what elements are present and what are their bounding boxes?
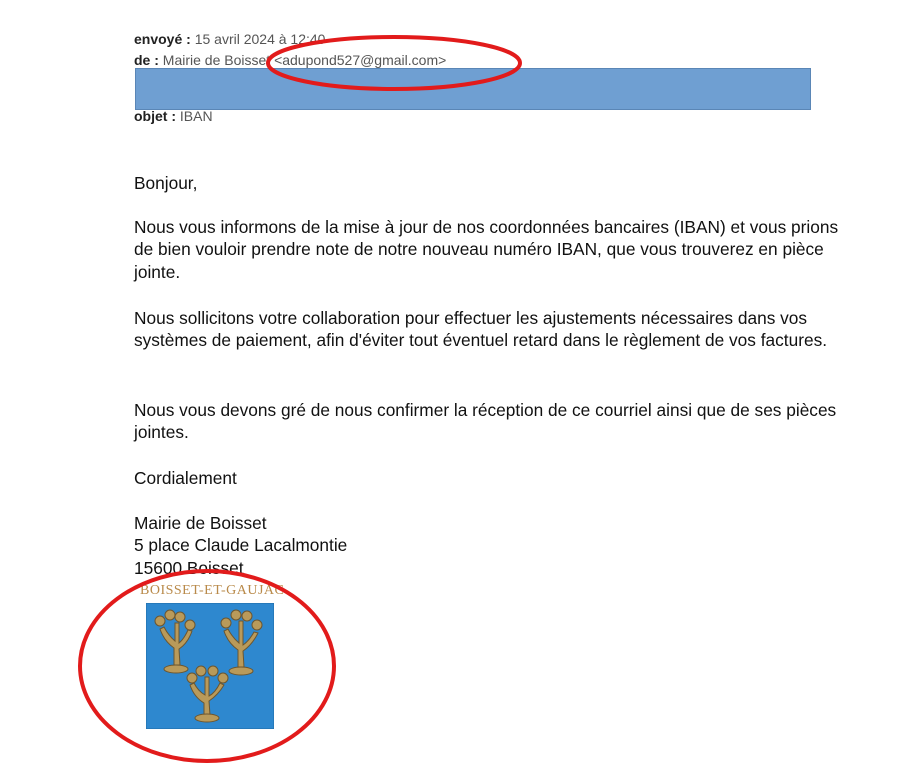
- signature-name: Mairie de Boisset: [134, 513, 267, 533]
- sent-label: envoyé :: [134, 31, 191, 47]
- signature-city: 15600 Boisset: [134, 557, 244, 578]
- sent-header: [134, 31, 325, 47]
- redacted-recipient-bar: [135, 68, 811, 110]
- paragraph-confirmation: Nous vous devons gré de nous confirmer la réception de ce courriel ainsi que de ses pièces jointes.: [134, 400, 837, 443]
- subject-header: [134, 108, 213, 124]
- closing: Cordialement: [134, 468, 237, 488]
- from-label: de :: [134, 52, 159, 68]
- subject-value: IBAN: [179, 108, 213, 124]
- logo-wordmark: BOISSET-ET-GAUJAC: [140, 583, 285, 598]
- signature-block: [134, 512, 854, 579]
- paragraph-iban-update: Nous vous informons de la mise à jour de nos coordonnées bancaires (IBAN) et vous prions de bien vouloir prendre note de notre nouveau numéro IBAN, que vous trouverez en pièce jointe.: [134, 217, 839, 282]
- sent-value: 15 avril 2024 à 12:40: [194, 31, 326, 47]
- blue-shield-three-gold-trees-icon: [146, 603, 274, 729]
- signature-street: 5 place Claude Lacalmontie: [134, 535, 348, 556]
- from-header: [134, 52, 446, 68]
- from-name: Mairie de Boisset: [162, 52, 271, 68]
- paragraph-collaboration: Nous sollicitons votre collaboration pour effectuer les ajustements nécessaires dans vos systèmes de paiement, afin d'éviter tout éventuel retard dans le règlement de vos factures.: [134, 308, 828, 351]
- subject-label: objet :: [134, 108, 176, 124]
- from-address: <adupond527@gmail.com>: [274, 52, 447, 68]
- greeting: Bonjour,: [134, 173, 198, 193]
